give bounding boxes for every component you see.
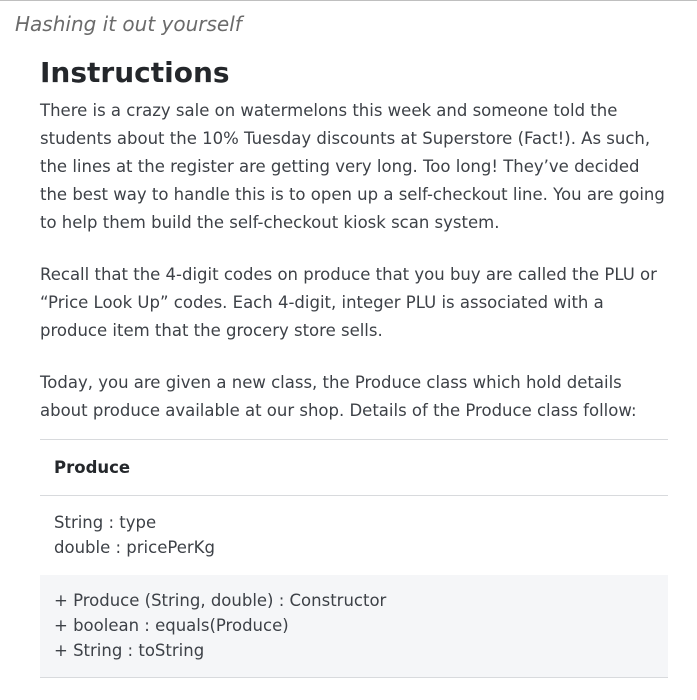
page-title: Hashing it out yourself (15, 12, 242, 36)
uml-method: + boolean : equals(Produce) (54, 616, 289, 635)
paragraph-produce-class: Today, you are given a new class, the Produce class which hold details about produce available at our shop. Details of the Produce class follow: (40, 373, 637, 420)
uml-attribute: double : pricePerKg (54, 538, 215, 557)
uml-class-table (40, 439, 668, 678)
paragraph-intro: There is a crazy sale on watermelons this week and someone told the students about the 10% Tuesday discounts at Superstore (Fact!). As such, the lines at the register are getting very long. Too long! They’ve decided the best way to handle this is to open up a self-checkout line. You are going to help them build the self-checkout kiosk scan system. (40, 101, 665, 232)
uml-methods (40, 575, 668, 678)
uml-method: + String : toString (54, 641, 205, 660)
uml-class-name: Produce (40, 440, 668, 496)
uml-attributes (40, 496, 668, 575)
paragraph-plu: Recall that the 4-digit codes on produce that you buy are called the PLU or “Price Look Up” codes. Each 4-digit, integer PLU is associated with a produce item that the grocery store sells. (40, 265, 657, 340)
uml-attribute: String : type (54, 513, 157, 532)
uml-method: + Produce (String, double) : Constructor (54, 591, 387, 610)
instructions-section (40, 55, 668, 678)
instructions-heading: Instructions (40, 56, 230, 89)
top-border (0, 0, 697, 1)
